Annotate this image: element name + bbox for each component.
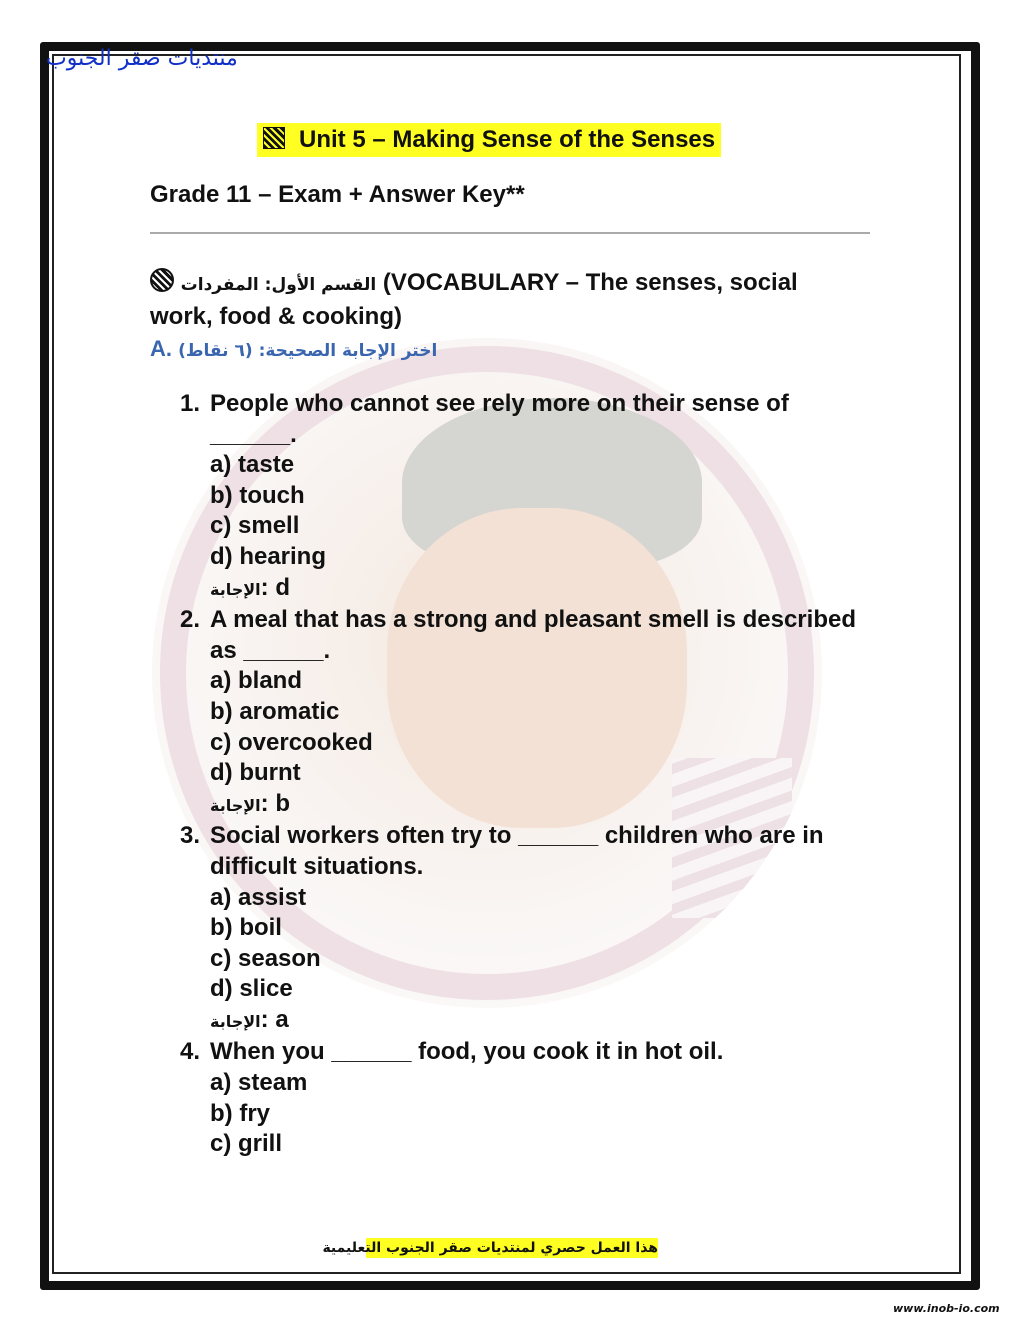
option: c) overcooked (210, 728, 373, 756)
question-text: When you ______ food, you cook it in hot oil. (210, 1038, 724, 1066)
section-english-title: (VOCABULARY – The senses, social work, food & cooking) (150, 269, 798, 330)
question-number: 4. (180, 1038, 201, 1066)
question-2 (180, 605, 870, 821)
option: a) taste (210, 451, 295, 479)
answer-label: الإجابة (210, 1011, 261, 1031)
question-number: 3. (180, 822, 201, 850)
answer-line (210, 573, 870, 606)
option: a) bland (210, 667, 303, 695)
option: a) assist (210, 883, 307, 911)
part-label: A. (150, 336, 172, 361)
option: c) season (210, 944, 321, 972)
question-text: Social workers often try to ______ children who are in difficult situations. (210, 822, 824, 880)
answer-line (210, 1005, 870, 1038)
website-link[interactable]: www.inob-io.com (893, 1302, 1000, 1315)
exam-subtitle: Grade 11 – Exam + Answer Key** (150, 181, 525, 208)
option: b) touch (210, 481, 305, 509)
answer-value: : d (260, 573, 290, 601)
answer-line (210, 789, 870, 822)
forum-name: منتديات صقر الجنوب (46, 46, 238, 71)
section-heading (150, 267, 865, 332)
part-a-heading (150, 336, 437, 362)
question-3 (180, 821, 870, 1037)
option: b) aromatic (210, 697, 340, 725)
answer-label: الإجابة (210, 795, 261, 815)
option: b) boil (210, 914, 282, 942)
question-text: A meal that has a strong and pleasant smell is described as ______. (210, 606, 856, 664)
option: a) steam (210, 1069, 308, 1097)
footer-notice: هذا العمل حصري لمنتديات صقر الجنوب التعليمية (322, 1240, 658, 1256)
question-1 (180, 389, 870, 605)
option: d) burnt (210, 759, 301, 787)
option: c) grill (210, 1130, 283, 1158)
square-bullet-icon (263, 127, 285, 149)
divider (150, 232, 870, 234)
unit-title-text: Unit 5 – Making Sense of the Senses (299, 126, 716, 153)
question-number: 2. (180, 606, 201, 634)
answer-value: : b (260, 789, 290, 817)
part-instruction: اختر الإجابة الصحيحة: (٦ نقاط) (178, 341, 438, 361)
answer-label: الإجابة (210, 579, 261, 599)
unit-title (257, 123, 721, 157)
question-4 (180, 1037, 870, 1159)
section-arabic-title: القسم الأول: المفردات (180, 275, 377, 295)
round-bullet-icon (150, 268, 174, 292)
question-text: People who cannot see rely more on their sense of ______. (210, 390, 789, 448)
question-list (180, 389, 870, 1160)
option: c) smell (210, 512, 300, 540)
option: d) hearing (210, 542, 327, 570)
option: b) fry (210, 1099, 270, 1127)
option: d) slice (210, 975, 293, 1003)
answer-value: : a (260, 1005, 289, 1033)
question-number: 1. (180, 390, 201, 417)
